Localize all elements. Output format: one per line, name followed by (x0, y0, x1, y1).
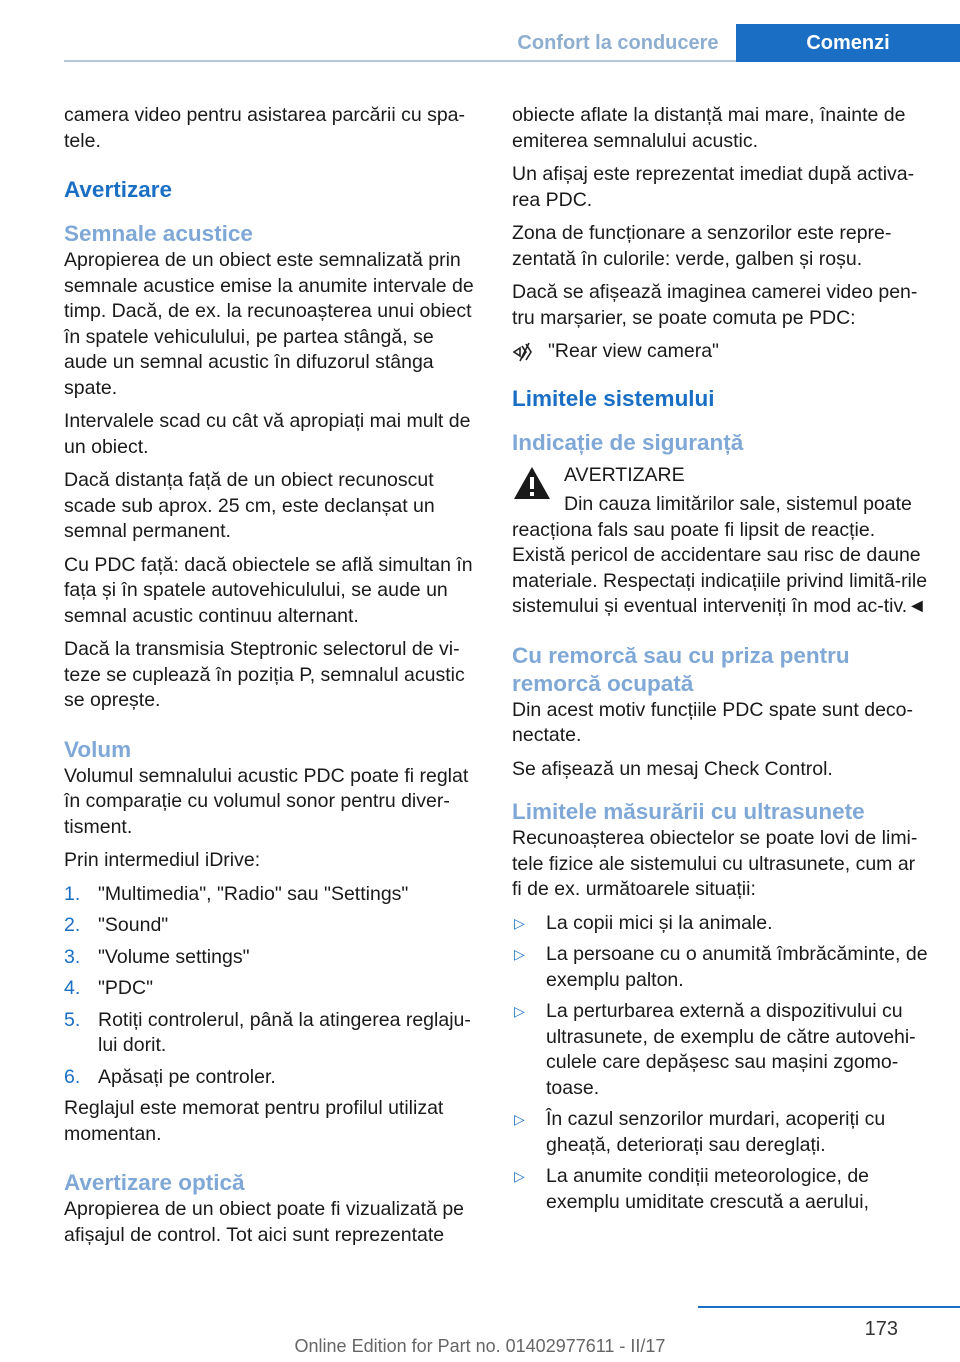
paragraph: Din acest motiv funcțiile PDC spate sunt deco‐nectate. (512, 698, 914, 746)
paragraph: Prin intermediul iDrive: (64, 849, 261, 871)
camera-label: "Rear view camera" (548, 340, 719, 362)
heading-avertizare: Avertizare (64, 177, 172, 202)
list-item: ▷ La persoane cu o anumită îmbrăcăminte, de exemplu palton. (514, 943, 928, 991)
steps-list (64, 882, 482, 1091)
header-section-tab[interactable]: Confort la conducere (517, 32, 719, 54)
triangle-right-icon: ▷ (514, 1168, 525, 1184)
list-item: 6. Apăsați pe controler. (64, 1065, 276, 1088)
warning-title: AVERTIZARE (564, 463, 685, 486)
camera-switch-line (512, 339, 930, 365)
warning-triangle-icon (512, 465, 552, 501)
paragraph: Zona de funcționare a senzorilor este repre‐zentată în culorile: verde, galben și roșu. (512, 222, 892, 270)
paragraph: Dacă se afișează imaginea camerei video pen‐tru marșarier, se poate comuta pe PDC: (512, 281, 918, 329)
paragraph: Se afișează un mesaj Check Control. (512, 757, 833, 780)
paragraph: Dacă distanța față de un obiect recunoscut scade sub aprox. 25 cm, este declanșat un semnal permanent. (64, 469, 435, 542)
paragraph: Volumul semnalului acustic PDC poate fi reglat în comparație cu volumul sonor pentru diver‐tisment. (64, 764, 469, 838)
heading-semnale-acustice: Semnale acustice (64, 221, 253, 246)
list-item: 4. "PDC" (64, 977, 154, 999)
left-column (64, 103, 482, 1256)
paragraph: obiecte aflate la distanță mai mare, înainte de emiterea semnalului acustic. (512, 104, 906, 152)
paragraph: camera video pentru asistarea parcării cu spa‐tele. (64, 104, 466, 152)
heading-remorca: Cu remorcă sau cu priza pentru remorcă ocupată (512, 642, 850, 696)
list-item: ▷ La anumite condiții meteorologice, de exemplu umiditate crescută a aerului, (514, 1165, 870, 1213)
list-item: 2. "Sound" (64, 914, 169, 936)
page-number: 173 (864, 1318, 898, 1340)
paragraph: Apropierea de un obiect este semnalizată prin semnale acustice emise la anumite intervale de timp. Dacă, de ex. la recunoașterea unui obiect în spatele vehiculului, pe partea stângă, se aude un semnal acustic în difuzorul stânga spate. (64, 249, 474, 399)
list-item: 3. "Volume settings" (64, 945, 250, 968)
list-item: ▷ La copii mici și la animale. (512, 911, 930, 937)
warning-text: Din cauza limitărilor sale, sistemul poate reacționa fals sau poate fi lipsit de reacție. Există pericol de accidentare sau risc de daune materiale. Respectați indicațiile privind limitã‐rile sistemului și eventual interveniți în mod ac‐tiv.◄ (512, 493, 928, 617)
paragraph: Un afișaj este reprezentat imediat după activa‐rea PDC. (512, 163, 915, 211)
heading-limite-ultrasunete: Limitele măsurării cu ultrasunete (512, 799, 865, 824)
paragraph: Recunoașterea obiectelor se poate lovi de limi‐tele fizice ale sistemului cu ultrasunete, cum ar fi de ex. următoarele situații: (512, 827, 918, 900)
header-chapter-tab[interactable]: Comenzi (736, 24, 960, 62)
right-column (512, 103, 930, 1221)
heading-indicatie-siguranta: Indicație de siguranță (512, 429, 744, 455)
paragraph: Reglajul este memorat pentru profilul utilizat momentan. (64, 1097, 444, 1145)
heading-volum: Volum (64, 736, 132, 762)
heading-avertizare-optica: Avertizare optică (64, 1170, 245, 1195)
triangle-right-icon: ▷ (514, 914, 525, 931)
paragraph: Cu PDC față: dacă obiectele se află simultan în fața și în spatele autovehiculului, se aude un semnal acustic continuu alternant. (64, 553, 473, 627)
warning-block (512, 463, 930, 620)
list-item: 5. Rotiți controlerul, până la atingerea reglaju‐lui dorit. (64, 1008, 471, 1056)
triangle-right-icon: ▷ (514, 1111, 525, 1127)
paragraph: Apropierea de un obiect poate fi vizualizată pe afișajul de control. Tot aici sunt reprezentate (64, 1198, 465, 1246)
footer-rule (698, 1306, 960, 1308)
list-item: ▷ La perturbarea externă a dispozitivului cu ultrasunete, de exemplu de către autovehi‐culele care depășesc sau mașini zgomo‐toase. (514, 1000, 916, 1099)
footer-edition: Online Edition for Part no. 01402977611 - II/17 (294, 1336, 666, 1356)
paragraph: Dacă la transmisia Steptronic selectorul de vi‐teze se cuplează în poziția P, semnalul acustic se oprește. (64, 638, 465, 711)
paragraph: Intervalele scad cu cât vă apropiați mai mult de un obiect. (64, 410, 471, 458)
bullet-list (512, 911, 930, 1216)
triangle-right-icon: ▷ (514, 1003, 525, 1019)
pdc-camera-icon (512, 342, 534, 362)
list-item: 1. "Multimedia", "Radio" sau "Settings" (64, 882, 409, 905)
heading-limitele-sistemului: Limitele sistemului (512, 385, 715, 411)
triangle-right-icon: ▷ (514, 946, 525, 962)
list-item: ▷ În cazul senzorilor murdari, acoperiți cu gheață, deteriorați sau dereglați. (514, 1108, 886, 1156)
